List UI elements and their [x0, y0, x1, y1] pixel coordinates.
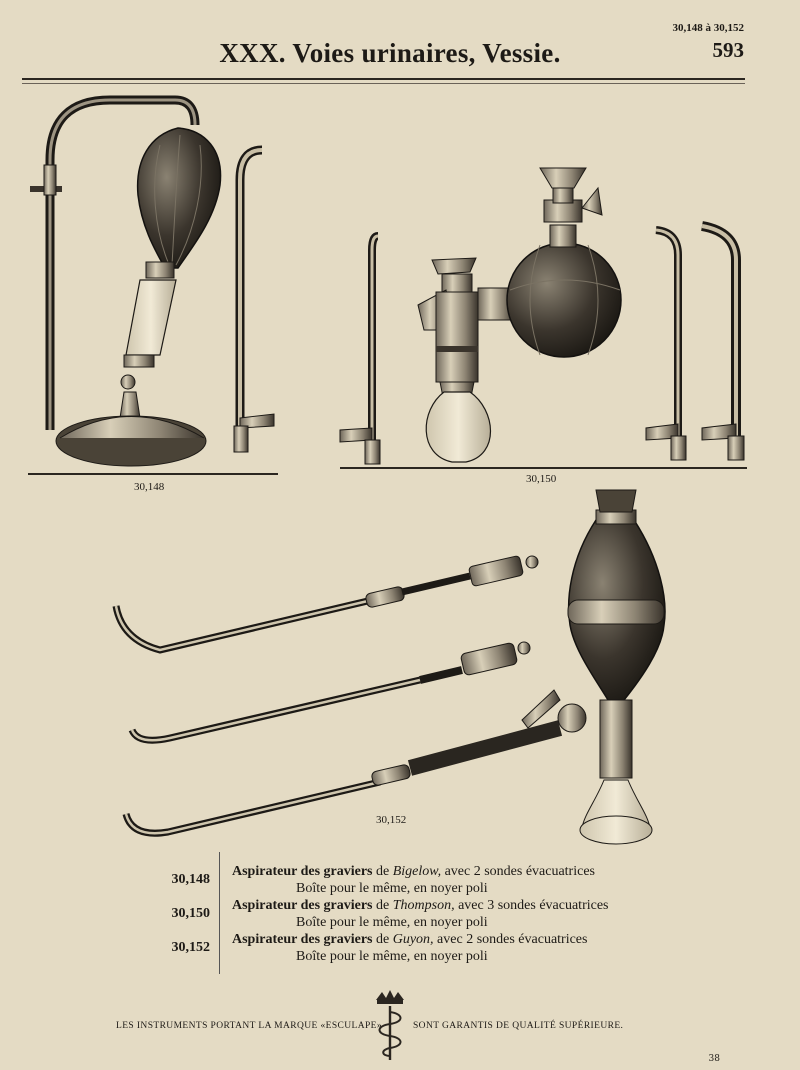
- esculape-logo: [368, 990, 412, 1062]
- bigelow-aspirator-drawing: [30, 100, 274, 466]
- item-detail: avec 2 sondes évacuatrices: [444, 864, 595, 879]
- item-range: 30,148 à 30,152: [672, 22, 744, 34]
- item-description: [232, 864, 595, 880]
- item-prep: de: [376, 898, 390, 913]
- description-divider: [219, 852, 220, 974]
- figure-label-30148: 30,148: [134, 481, 165, 493]
- item-description: [232, 898, 609, 914]
- guyon-aspirator-drawing: [116, 490, 665, 844]
- item-prep: de: [376, 864, 390, 879]
- item-name: Aspirateur des graviers: [232, 864, 373, 879]
- item-number: 30,150: [171, 906, 210, 921]
- item-inventor: Thompson,: [392, 898, 455, 913]
- item-name: Aspirateur des graviers: [232, 898, 373, 913]
- sheet-number: 38: [708, 1054, 720, 1064]
- item-detail: avec 3 sondes évacuatrices: [458, 898, 609, 913]
- item-inventor: Bigelow,: [392, 864, 442, 879]
- footer-right: SONT GARANTIS DE QUALITÉ SUPÉRIEURE.: [413, 1021, 624, 1031]
- figure-label-30150: 30,150: [526, 473, 557, 485]
- page-number: 593: [712, 38, 744, 62]
- item-name: Aspirateur des graviers: [232, 932, 373, 947]
- item-inventor: Guyon,: [392, 932, 434, 947]
- item-number: 30,148: [171, 872, 210, 887]
- figure-label-30152: 30,152: [376, 814, 407, 826]
- page-title: XXX. Voies urinaires, Vessie.: [219, 38, 561, 68]
- footer-left: LES INSTRUMENTS PORTANT LA MARQUE «ESCULAPE»: [116, 1021, 383, 1031]
- item-description: [232, 932, 587, 948]
- item-box: Boîte pour le même, en noyer poli: [296, 915, 488, 930]
- thompson-aspirator-drawing: [340, 168, 744, 464]
- item-box: Boîte pour le même, en noyer poli: [296, 881, 488, 896]
- item-prep: de: [376, 932, 390, 947]
- item-number: 30,152: [171, 940, 210, 955]
- figure-rule-30148: [28, 473, 278, 475]
- item-box: Boîte pour le même, en noyer poli: [296, 949, 488, 964]
- figure-rule-30150: [340, 467, 747, 469]
- item-detail: avec 2 sondes évacuatrices: [437, 932, 588, 947]
